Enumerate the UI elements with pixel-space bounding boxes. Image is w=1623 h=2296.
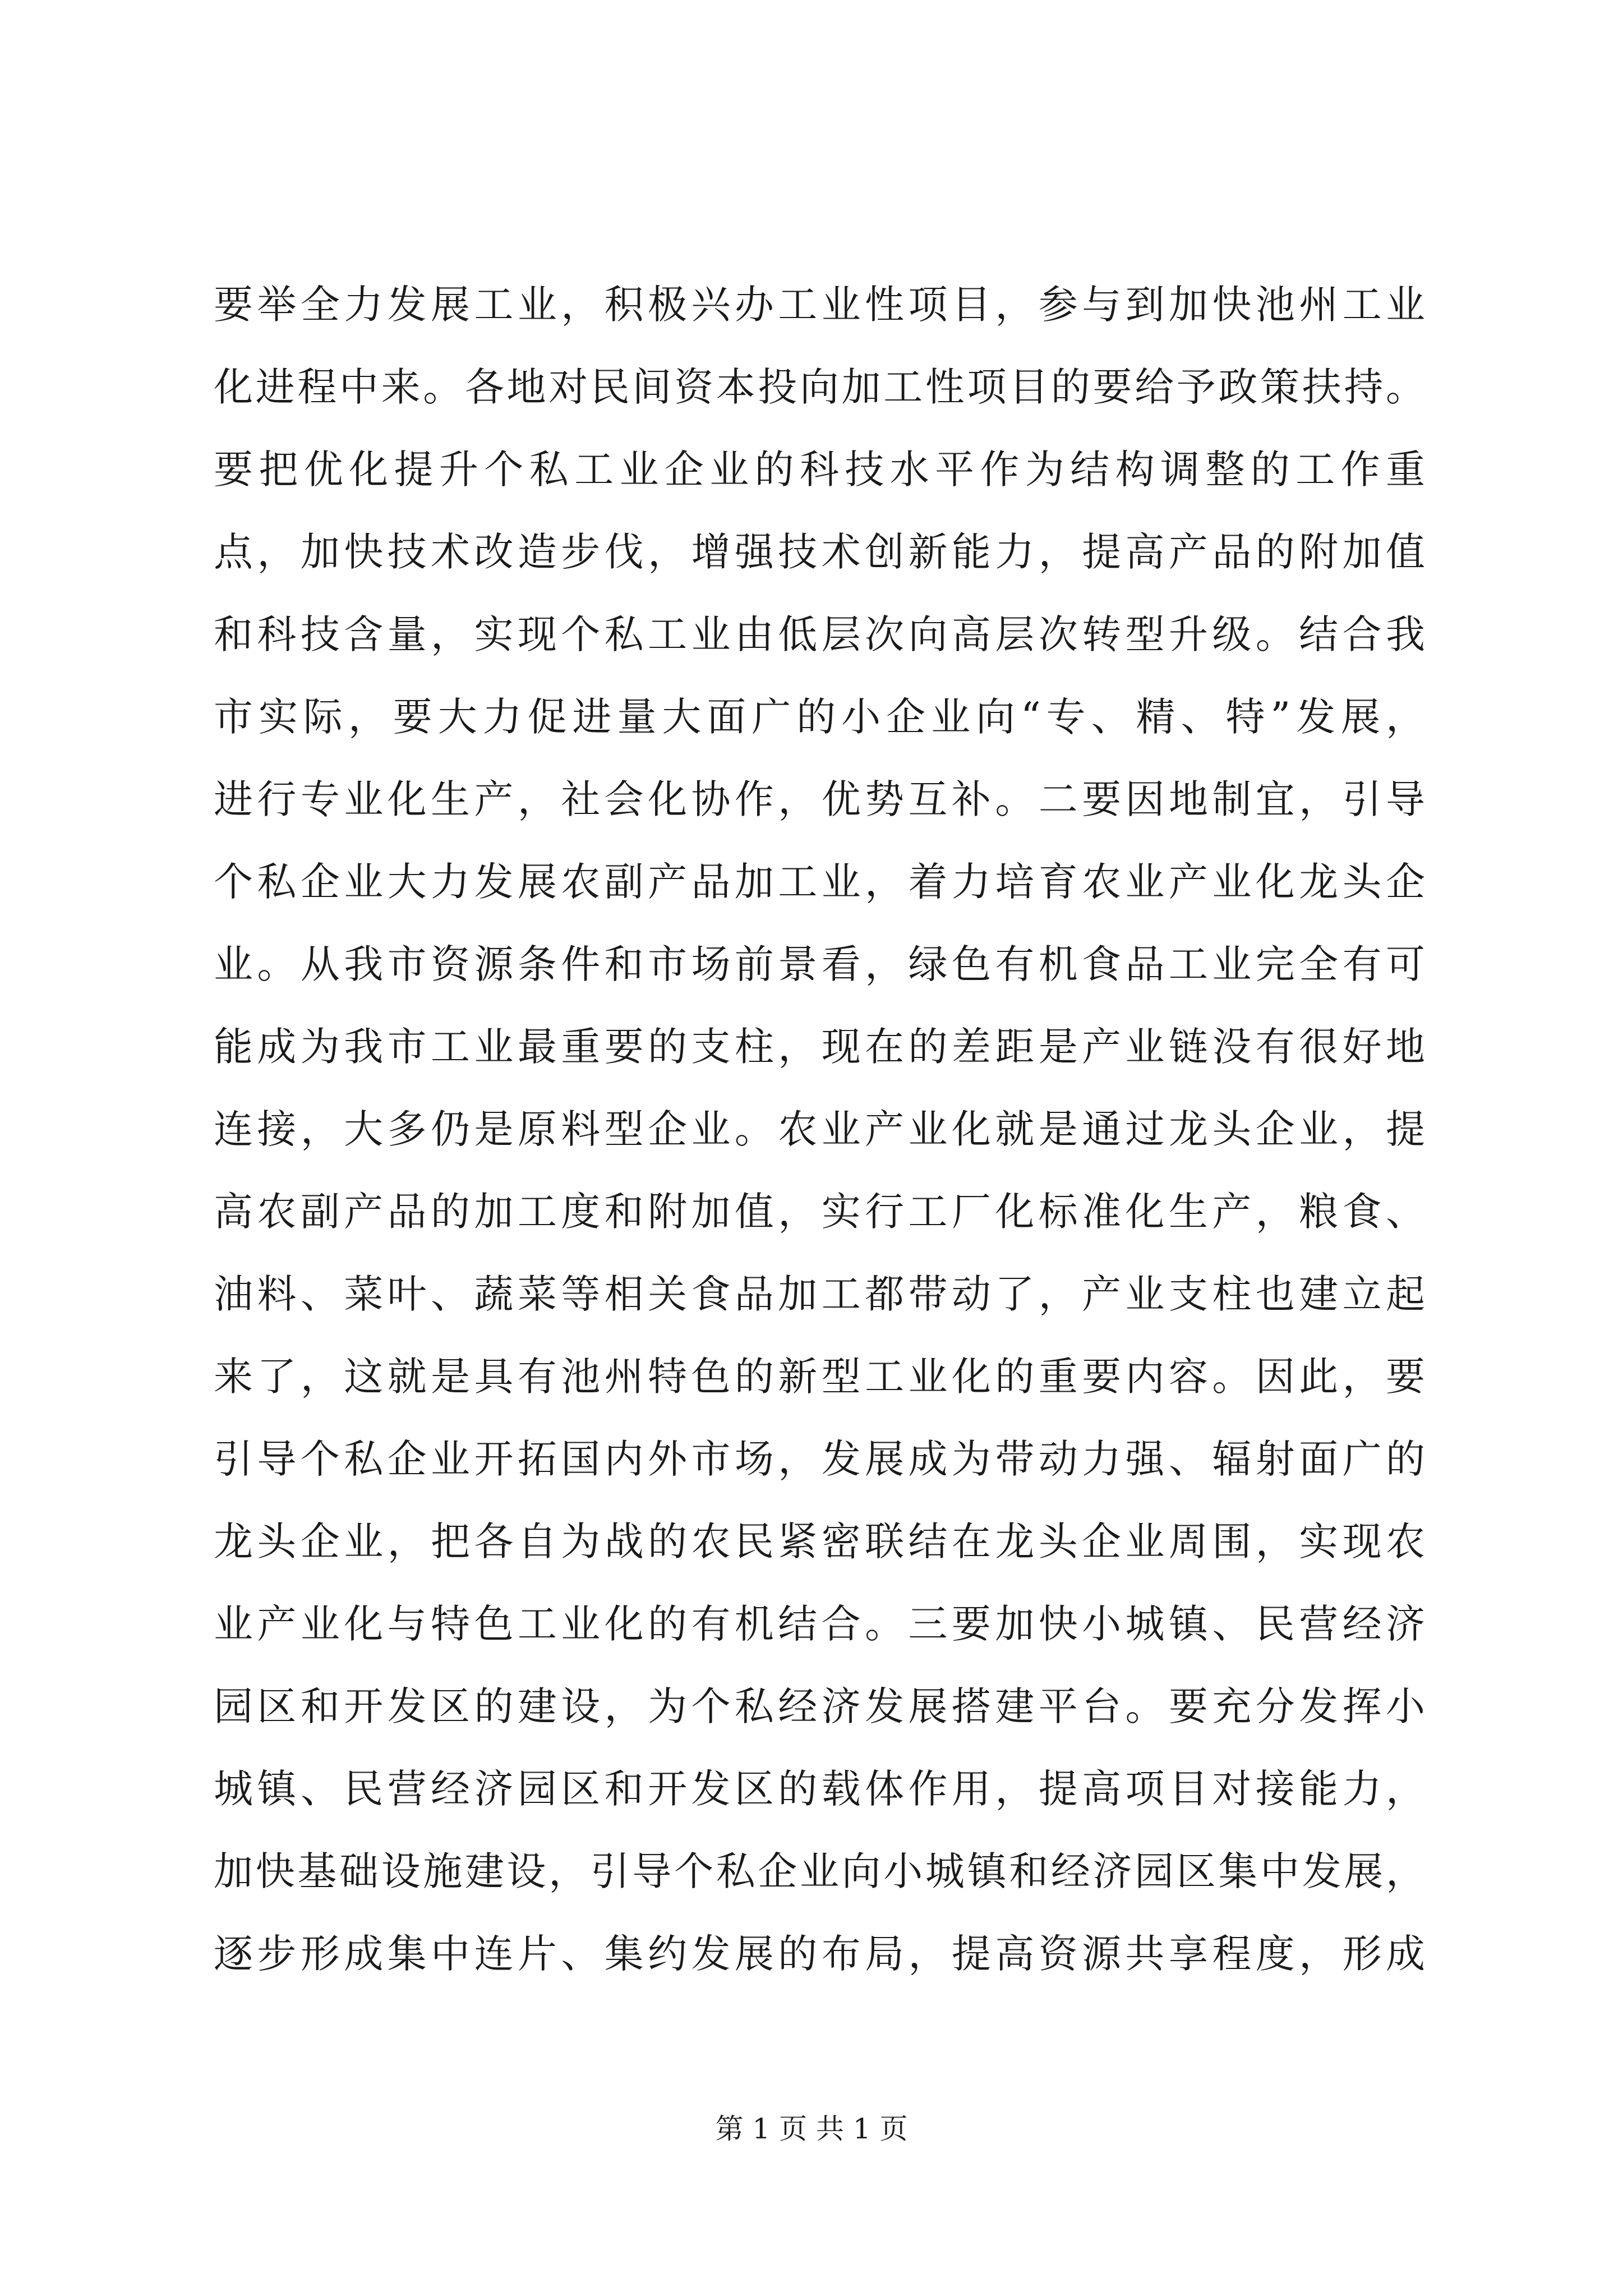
text-line: 要举全力发展工业，积极兴办工业性项目，参与到加快池州工业 xyxy=(214,282,1425,328)
text-line: 园区和开发区的建设，为个私经济发展搭建平台。要充分发挥小 xyxy=(214,1683,1425,1729)
body-text xyxy=(214,264,1425,1995)
text-line: 个私企业大力发展农副产品加工业，着力培育农业产业化龙头企 xyxy=(214,859,1425,905)
text-line: 能成为我市工业最重要的支柱，现在的差距是产业链没有很好地 xyxy=(214,1024,1425,1070)
text-line: 龙头企业，把各自为战的农民紧密联结在龙头企业周围，实现农 xyxy=(214,1519,1425,1565)
text-line: 业产业化与特色工业化的有机结合。三要加快小城镇、民营经济 xyxy=(214,1601,1425,1647)
text-line: 连接，大多仍是原料型企业。农业产业化就是通过龙头企业，提 xyxy=(214,1106,1425,1152)
text-line: 加快基础设施建设，引导个私企业向小城镇和经济园区集中发展， xyxy=(214,1848,1425,1894)
page-number-footer: 第 1 页 共 1 页 xyxy=(715,2113,908,2145)
text-line: 化进程中来。各地对民间资本投向加工性项目的要给予政策扶持。 xyxy=(214,364,1425,410)
text-line: 油料、菜叶、蔬菜等相关食品加工都带动了，产业支柱也建立起 xyxy=(214,1271,1425,1317)
text-line: 来了，这就是具有池州特色的新型工业化的重要内容。因此，要 xyxy=(214,1354,1425,1400)
text-line: 城镇、民营经济园区和开发区的载体作用，提高项目对接能力， xyxy=(214,1766,1425,1812)
text-line: 高农副产品的加工度和附加值，实行工厂化标准化生产，粮食、 xyxy=(214,1189,1425,1235)
text-line: 进行专业化生产，社会化协作，优势互补。二要因地制宜，引导 xyxy=(214,776,1425,822)
text-line: 逐步形成集中连片、集约发展的布局，提高资源共享程度，形成 xyxy=(214,1931,1425,1977)
text-line: 和科技含量，实现个私工业由低层次向高层次转型升级。结合我 xyxy=(214,611,1425,657)
text-line: 业。从我市资源条件和市场前景看，绿色有机食品工业完全有可 xyxy=(214,941,1425,987)
text-line: 要把优化提升个私工业企业的科技水平作为结构调整的工作重 xyxy=(214,447,1425,493)
text-line: 点，加快技术改造步伐，增强技术创新能力，提高产品的附加值 xyxy=(214,529,1425,575)
text-line: 市实际，要大力促进量大面广的小企业向“专、精、特”发展， xyxy=(214,694,1425,740)
text-line: 引导个私企业开拓国内外市场，发展成为带动力强、辐射面广的 xyxy=(214,1436,1425,1482)
